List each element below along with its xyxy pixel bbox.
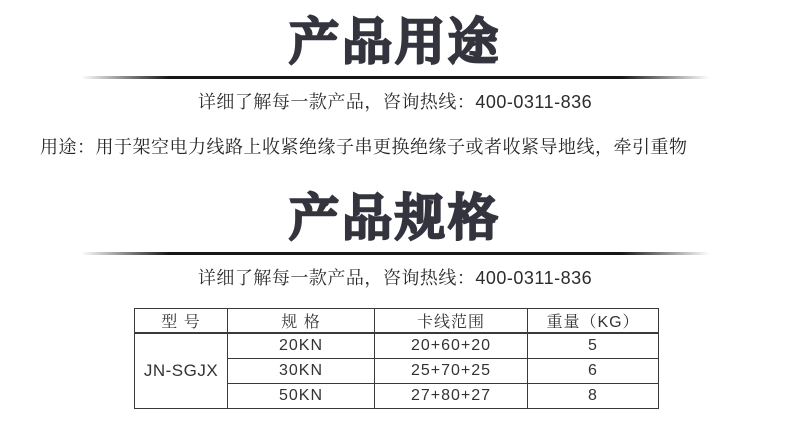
weight-value: 8 [528, 384, 659, 409]
spec-table-row [135, 333, 659, 359]
specs-hotline-text: 详细了解每一款产品，咨询热线：400-0311-836 [197, 268, 593, 288]
model-value: JN-SGJX [135, 333, 228, 409]
usage-description: 用途：用于架空电力线路上收紧绝缘子串更换绝缘子或者收紧导地线，牵引重物 [40, 137, 688, 157]
usage-title-divider [81, 76, 709, 79]
col-header-spec: 规 格 [228, 309, 375, 334]
spec-value: 50KN [228, 384, 375, 409]
specs-section [0, 158, 790, 409]
specs-section-title: 产品规格 [289, 190, 501, 246]
usage-hotline-text: 详细了解每一款产品，咨询热线：400-0311-836 [197, 92, 593, 112]
usage-section [0, 0, 790, 158]
spec-value: 20KN [228, 333, 375, 359]
spec-table [134, 308, 659, 409]
specs-title-divider [81, 252, 709, 255]
weight-value: 6 [528, 359, 659, 384]
range-value: 20+60+20 [375, 333, 528, 359]
col-header-weight: 重量（KG） [528, 309, 659, 334]
range-value: 25+70+25 [375, 359, 528, 384]
weight-value: 5 [528, 333, 659, 359]
spec-table-header-row [135, 309, 659, 334]
range-value: 27+80+27 [375, 384, 528, 409]
usage-section-title: 产品用途 [289, 14, 501, 70]
spec-value: 30KN [228, 359, 375, 384]
col-header-range: 卡线范围 [375, 309, 528, 334]
col-header-model: 型 号 [135, 309, 228, 334]
